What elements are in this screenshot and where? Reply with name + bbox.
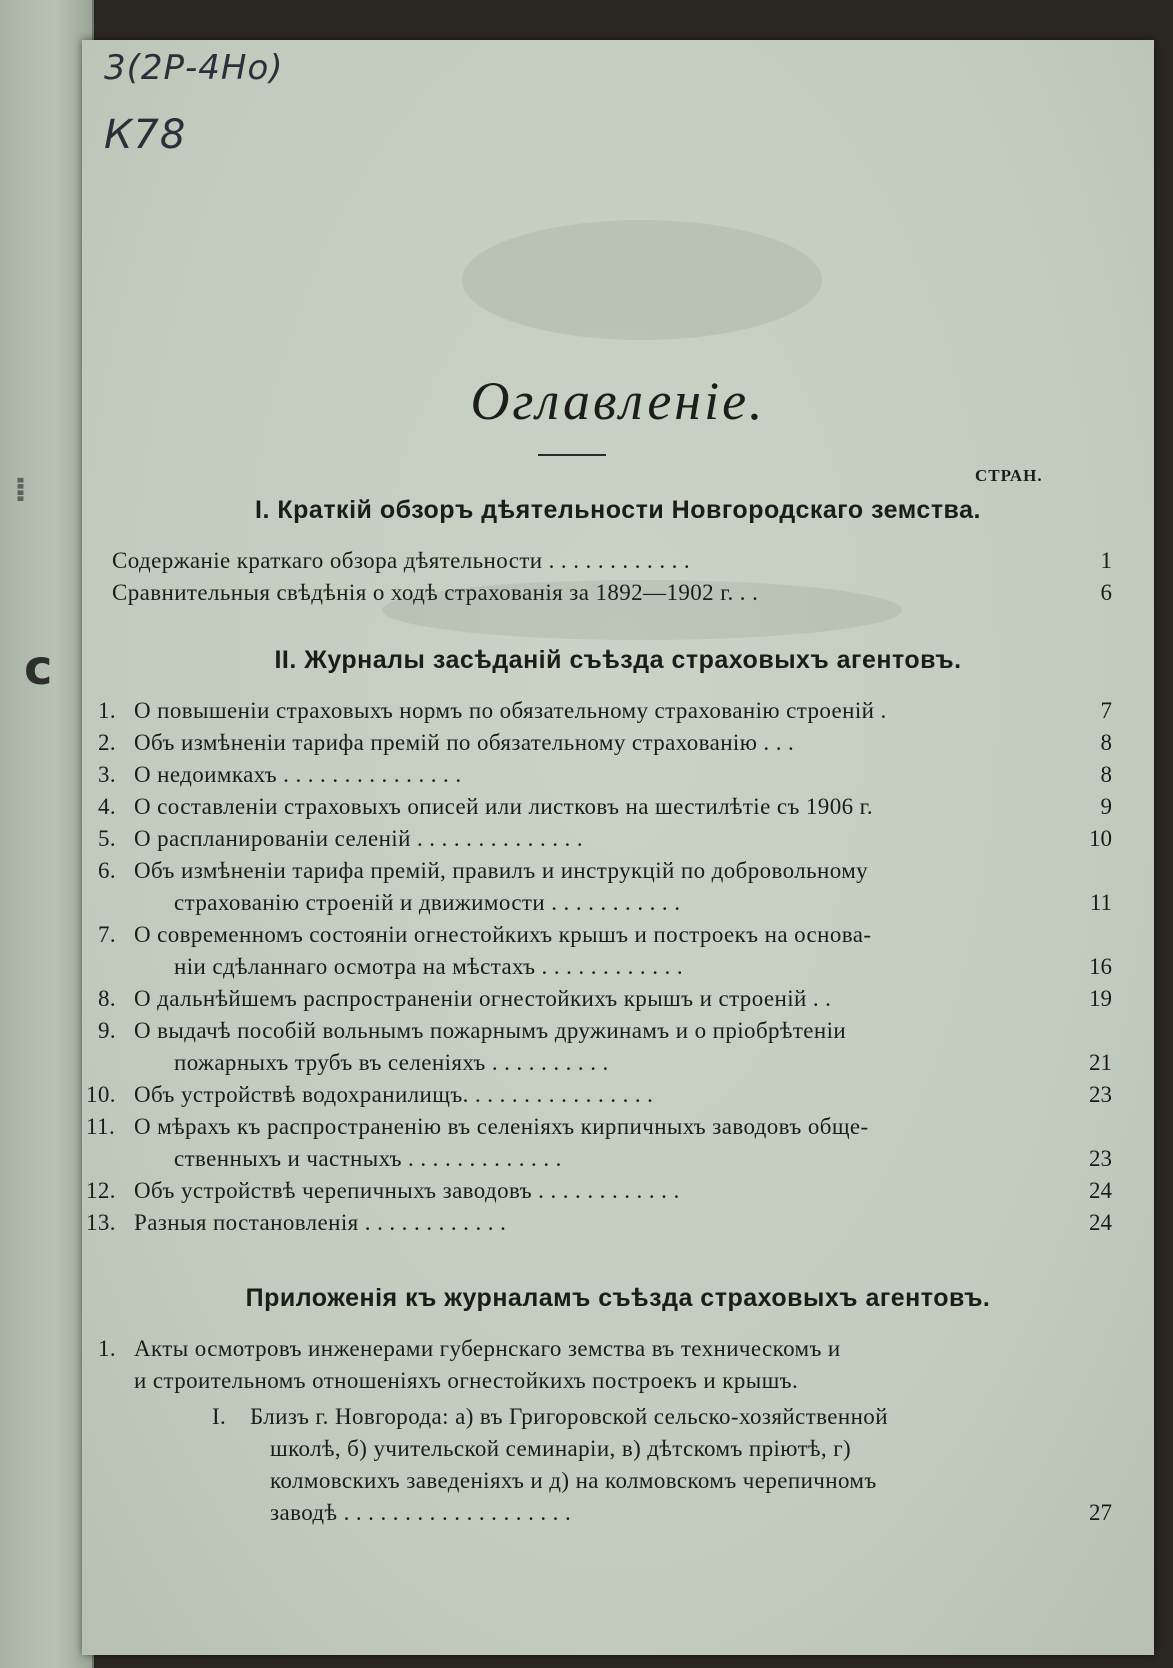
- toc-entry: О дальнѣйшемъ распространеніи огнестойкихъ крышъ и строеній . .: [134, 986, 832, 1011]
- toc-entry: Объ измѣненіи тарифа премій по обязательному страхованію . . .: [134, 730, 795, 755]
- document-page: [82, 40, 1154, 1655]
- page-number: 23: [1089, 1146, 1112, 1171]
- toc-entry-continuation: школѣ, б) учительской семинаріи, в) дѣтскомъ пріютѣ, г): [270, 1436, 852, 1461]
- toc-entry-continuation: и строительномъ отношеніяхъ огнестойкихъ построекъ и крышъ.: [134, 1368, 799, 1393]
- section-title: II. Журналы засѣданій съѣзда страховыхъ агентовъ.: [274, 646, 962, 674]
- toc-entry: О недоимкахъ . . . . . . . . . . . . . . .: [134, 762, 462, 787]
- toc-entry: Объ устройствѣ водохранилищъ. . . . . . . . . . . . . . . .: [134, 1082, 654, 1107]
- entry-number: 13.: [86, 1210, 116, 1235]
- toc-entry: Объ устройствѣ черепичныхъ заводовъ . . . . . . . . . . . .: [134, 1178, 680, 1203]
- book-spine: [0, 0, 94, 1668]
- section-title: I. Краткій обзоръ дѣятельности Новгородскаго земства.: [255, 496, 981, 524]
- toc-entry: Содержаніе краткаго обзора дѣятельности . . . . . . . . . . . .: [112, 548, 691, 573]
- entry-number: 12.: [86, 1178, 116, 1203]
- page-number: 1: [1100, 548, 1112, 573]
- entry-number: 8.: [98, 986, 117, 1011]
- toc-entry: О повышеніи страховыхъ нормъ по обязательному страхованію строеній .: [134, 698, 887, 723]
- shelfmark-handwritten: 3(2Р-4Но): [104, 48, 284, 88]
- section-title: Приложенія къ журналамъ съѣзда страховыхъ агентовъ.: [245, 1284, 991, 1312]
- toc-entry-continuation: заводѣ . . . . . . . . . . . . . . . . . . .: [270, 1500, 572, 1525]
- toc-entry-continuation: страхованію строеній и движимости . . . . . . . . . . .: [174, 890, 681, 915]
- entry-number: 10.: [86, 1082, 116, 1107]
- page-title: Оглавленіе.: [470, 371, 766, 431]
- toc-entry: О выдачѣ пособій вольнымъ пожарнымъ дружинамъ и о пріобрѣтеніи: [134, 1018, 847, 1043]
- toc-entry-continuation: пожарныхъ трубъ въ селеніяхъ . . . . . . . . . .: [174, 1050, 609, 1075]
- shelfmark-handwritten-2: К78: [104, 112, 187, 158]
- toc-entry: О составленіи страховыхъ описей или листковъ на шестилѣтіе съ 1906 г.: [134, 794, 874, 819]
- toc-entry: Объ измѣненіи тарифа премій, правилъ и инструкцій по добровольному: [134, 858, 869, 883]
- entry-number: 4.: [98, 794, 117, 819]
- entry-number: 7.: [98, 922, 117, 947]
- toc-entry: Близъ г. Новгорода: а) въ Григоровской сельско-хозяйственной: [250, 1404, 888, 1429]
- page-number: 23: [1089, 1082, 1112, 1107]
- entry-number: 1.: [98, 1336, 117, 1361]
- toc-entry: О распланированіи селеній . . . . . . . . . . . . . .: [134, 826, 584, 851]
- entry-number: 6.: [98, 858, 117, 883]
- page-number: 27: [1089, 1500, 1112, 1525]
- toc-entry-continuation: колмовскихъ заведеніяхъ и д) на колмовскомъ черепичномъ: [270, 1468, 877, 1493]
- spine-mark: с: [24, 640, 53, 696]
- toc-entry: О современномъ состояніи огнестойкихъ крышъ и построекъ на основа-: [134, 922, 872, 947]
- page-number: 11: [1089, 890, 1112, 915]
- page-number: 21: [1089, 1050, 1112, 1075]
- page-number: 16: [1089, 954, 1112, 979]
- toc-entry-continuation: ственныхъ и частныхъ . . . . . . . . . . . . .: [174, 1146, 562, 1171]
- entry-number: 5.: [98, 826, 117, 851]
- spine-mark: ⁞: [14, 470, 27, 510]
- toc-entry-continuation: ніи сдѣланнаго осмотра на мѣстахъ . . . . . . . . . . . .: [174, 954, 683, 979]
- entry-number: 9.: [98, 1018, 117, 1043]
- page-number: 8: [1100, 762, 1112, 787]
- toc-entry: Сравнительныя свѣдѣнія о ходѣ страхованія за 1892—1902 г. . .: [112, 580, 759, 605]
- entry-number: 1.: [98, 698, 117, 723]
- page-number: 10: [1089, 826, 1112, 851]
- toc-entry: Акты осмотровъ инженерами губернскаго земства въ техническомъ и: [134, 1336, 841, 1361]
- page-number: 6: [1100, 580, 1112, 605]
- entry-number: 3.: [98, 762, 117, 787]
- page-number: 7: [1100, 698, 1112, 723]
- page-number: 19: [1089, 986, 1112, 1011]
- toc-entry: Разныя постановленія . . . . . . . . . . . .: [134, 1210, 507, 1235]
- entry-number: 2.: [98, 730, 117, 755]
- entry-number: 11.: [86, 1114, 116, 1139]
- page-number: 8: [1100, 730, 1112, 755]
- page-number: 24: [1089, 1210, 1112, 1235]
- page-number: 9: [1100, 794, 1112, 819]
- entry-number: I.: [212, 1404, 227, 1429]
- title-rule: [538, 454, 606, 456]
- toc-entry: О мѣрахъ къ распространенію въ селеніяхъ кирпичныхъ заводовъ обще-: [134, 1114, 869, 1139]
- page-column-header: СТРАН.: [975, 466, 1043, 485]
- page-number: 24: [1089, 1178, 1112, 1203]
